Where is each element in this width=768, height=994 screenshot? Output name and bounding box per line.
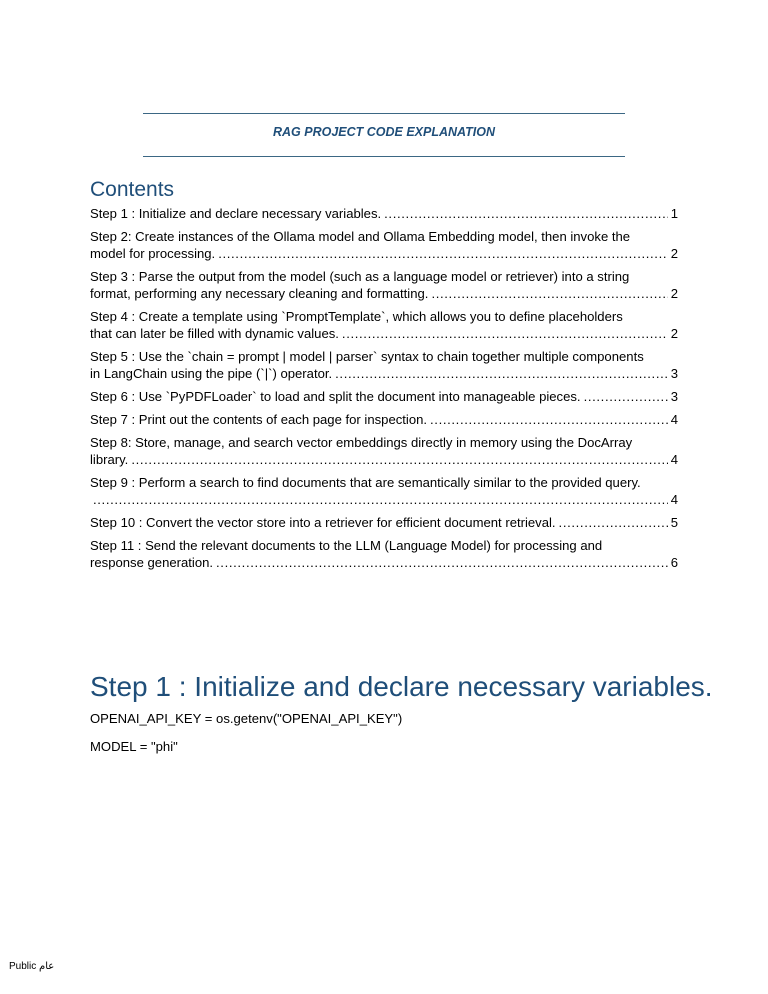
toc-entry-text: Step 6 : Use `PyPDFLoader` to load and split the document into manageable pieces. xyxy=(90,389,581,404)
toc-leader-dots xyxy=(584,388,668,405)
toc-entry[interactable] xyxy=(90,228,678,262)
toc-page-number: 6 xyxy=(670,555,678,570)
toc-leader-dots xyxy=(93,491,668,508)
document-title: RAG PROJECT CODE EXPLANATION xyxy=(272,125,495,139)
toc-entry-text: Step 10 : Convert the vector store into a retriever for efficient document retrieval. xyxy=(90,515,556,530)
toc-entry[interactable] xyxy=(90,537,678,571)
toc-entry[interactable] xyxy=(90,308,678,342)
toc-page-number: 4 xyxy=(670,452,678,467)
section-heading: Step 1 : Initialize and declare necessary variables. xyxy=(90,671,713,702)
toc-heading: Contents xyxy=(90,178,175,201)
toc-page-number: 3 xyxy=(670,366,678,381)
toc-entry[interactable] xyxy=(90,411,678,428)
toc-entry-text: Step 9 : Perform a search to find documents that are semantically similar to the provided query. xyxy=(90,475,641,490)
toc-entry[interactable] xyxy=(90,205,678,222)
code-line: OPENAI_API_KEY = os.getenv("OPENAI_API_KEY") xyxy=(90,711,403,726)
toc-leader-dots xyxy=(218,245,668,262)
toc-entry[interactable] xyxy=(90,514,678,531)
toc-leader-dots xyxy=(384,205,668,222)
code-line: MODEL = "phi" xyxy=(90,739,178,754)
toc-page-number: 3 xyxy=(670,389,678,404)
toc-page-number: 1 xyxy=(670,206,678,221)
toc-page-number: 2 xyxy=(670,286,678,301)
toc-entry[interactable] xyxy=(90,388,678,405)
title-rule-bottom xyxy=(143,156,625,157)
title-rule-top xyxy=(143,113,625,114)
toc-page-number: 2 xyxy=(670,326,678,341)
toc-entry[interactable] xyxy=(90,434,678,468)
toc-entry[interactable] xyxy=(90,348,678,382)
toc-entry-text: format, performing any necessary cleaning and formatting. xyxy=(90,286,429,301)
toc-entry-text: response generation. xyxy=(90,555,214,570)
toc-entry-text: Step 3 : Parse the output from the model (such as a language model or retriever) into a string xyxy=(90,269,630,284)
toc-entry[interactable] xyxy=(90,268,678,302)
classification-label: Public عام xyxy=(9,961,55,972)
toc-entry-text: Step 1 : Initialize and declare necessary variables. xyxy=(90,206,382,221)
toc-leader-dots xyxy=(216,554,668,571)
toc-leader-dots xyxy=(131,451,667,468)
toc-entry-text: Step 5 : Use the `chain = prompt | model | parser` syntax to chain together multiple components xyxy=(90,349,644,364)
toc-entry-text: Step 8: Store, manage, and search vector embeddings directly in memory using the DocArray xyxy=(90,435,633,450)
toc-entry[interactable] xyxy=(90,474,678,508)
toc-page-number: 4 xyxy=(670,412,678,427)
toc-leader-dots xyxy=(342,325,668,342)
toc-leader-dots xyxy=(430,411,668,428)
toc-page-number: 5 xyxy=(670,515,678,530)
toc-entry-text: that can later be filled with dynamic values. xyxy=(90,326,339,341)
toc-entry-text: Step 7 : Print out the contents of each page for inspection. xyxy=(90,412,428,427)
toc-leader-dots xyxy=(335,365,668,382)
toc-page-number: 4 xyxy=(670,492,678,507)
toc-leader-dots xyxy=(431,285,667,302)
toc-entry-text: Step 11 : Send the relevant documents to the LLM (Language Model) for processing and xyxy=(90,538,603,553)
toc-entry-text: model for processing. xyxy=(90,246,216,261)
toc-entry-text: Step 4 : Create a template using `PromptTemplate`, which allows you to define placeholders xyxy=(90,309,623,324)
table-of-contents xyxy=(90,205,678,577)
toc-leader-dots xyxy=(559,514,668,531)
toc-entry-text: Step 2: Create instances of the Ollama model and Ollama Embedding model, then invoke the xyxy=(90,229,631,244)
toc-page-number: 2 xyxy=(670,246,678,261)
toc-entry-text: in LangChain using the pipe (`|`) operator. xyxy=(90,366,333,381)
toc-entry-text: library. xyxy=(90,452,129,467)
